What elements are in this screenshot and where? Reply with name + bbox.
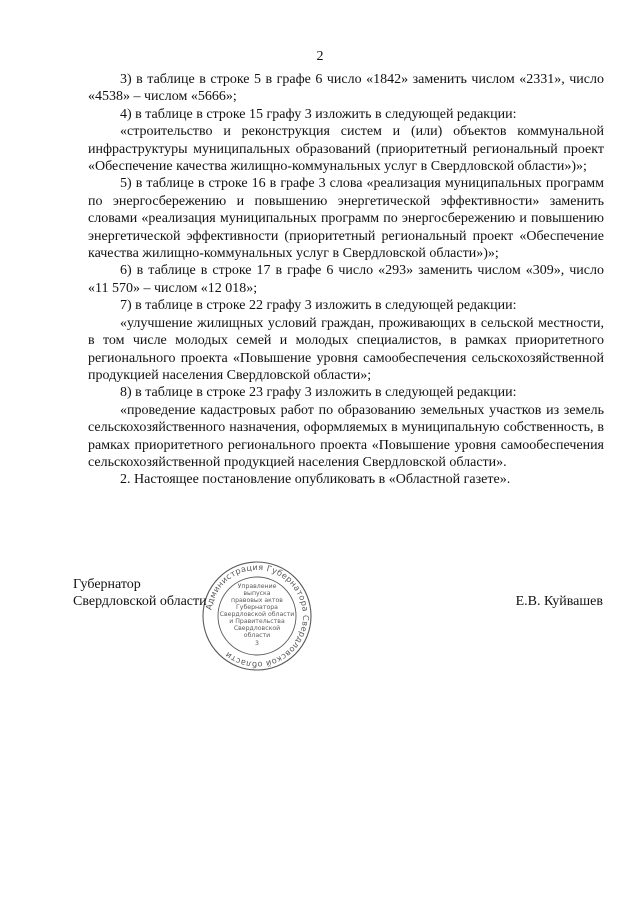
stamp-line: выпуска: [243, 590, 271, 597]
paragraph-quote-item-8: «проведение кадастровых работ по образованию земельных участков из земель сельскохозяйственного назначения, оформляемых в муниципальную собственность, в рамках приоритетного регионального проекта «Повышение уровня самообеспечения сельскохозяйственной продукцией населения Свердловской области».: [88, 402, 604, 470]
stamp-line: области: [243, 632, 271, 639]
paragraph-publication: 2. Настоящее постановление опубликовать в «Областной газете».: [120, 472, 511, 488]
signer-name: Е.В. Куйвашев: [515, 594, 603, 609]
signer-title: Губернатор: [73, 577, 141, 592]
stamp-line: Управление: [237, 583, 277, 590]
page-number: 2: [316, 49, 324, 64]
paragraph-quote-item-7: «улучшение жилищных условий граждан, проживающих в сельской местности, в том числе молодых семей и молодых специалистов, в рамках приоритетного регионального проекта «Повышение уровня самообеспечения сельскохозяйственной продукцией населения Свердловской области»;: [88, 315, 604, 383]
signer-region: Свердловской области: [73, 594, 207, 609]
paragraph-quote-item-4: «строительство и реконструкция систем и (или) объектов коммунальной инфраструктуры муниципальных образований (приоритетный региональный проект «Обеспечение качества жилищно-коммунальных услуг в Свердловской области»)»;: [88, 124, 604, 175]
stamp-line: Свердловской области: [219, 611, 295, 618]
signature-block: [73, 576, 603, 610]
paragraph-item-6: 6) в таблице в строке 17 в графе 6 число «293» заменить числом «309», число «11 570» – числом «12 018»;: [88, 263, 604, 296]
paragraph-item-3: 3) в таблице в строке 5 в графе 6 число «1842» заменить числом «2331», число «4538» – числом «5666»;: [88, 72, 604, 105]
paragraph-item-4: 4) в таблице в строке 15 графу 3 изложить в следующей редакции:: [120, 106, 517, 122]
paragraph-item-7: 7) в таблице в строке 22 графу 3 изложить в следующей редакции:: [120, 298, 517, 314]
stamp-line: Свердловской: [233, 625, 281, 632]
paragraph-item-5: 5) в таблице в строке 16 в графе 3 слова «реализация муниципальных программ по энергосбережению и повышению энергетической эффективности» заменить словами «реализация муниципальных программ по энергосбережению и повышению энергетической эффективности (приоритетный региональный проект «Обеспечение качества жилищно-коммунальных услуг в Свердловской области»)»;: [88, 176, 604, 262]
document-body: [88, 71, 604, 489]
stamp-line: 3: [255, 640, 259, 647]
stamp-ring-text: Администрация Губернатора Свердловской области: [203, 561, 312, 671]
stamp-line: правовых актов: [231, 597, 283, 604]
stamp-line: Губернатора: [236, 604, 278, 611]
paragraph-item-8: 8) в таблице в строке 23 графу 3 изложить в следующей редакции:: [120, 385, 517, 401]
stamp-line: и Правительства: [229, 618, 285, 625]
